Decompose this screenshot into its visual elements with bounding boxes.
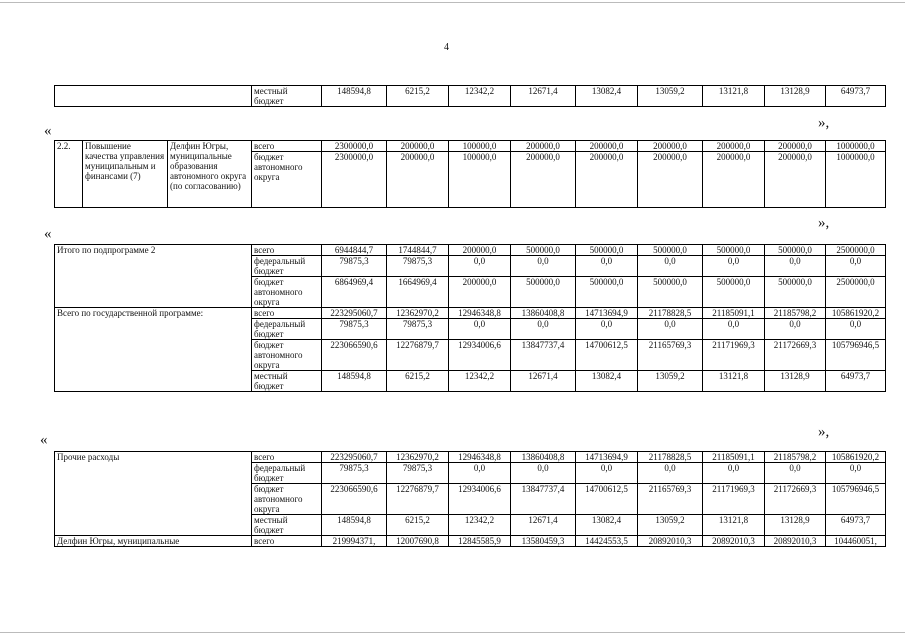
- value-cell: 500000,0: [765, 245, 826, 256]
- value-cell: 200000,0: [387, 152, 449, 208]
- value-cell: 223295060,7: [322, 308, 387, 319]
- value-cell: 13059,2: [638, 371, 703, 392]
- value-cell: 12342,2: [449, 86, 511, 107]
- value-cell: 79875,3: [322, 256, 387, 277]
- funding-source-cell: бюджет автономного округа: [252, 340, 322, 371]
- value-cell: 1664969,4: [387, 277, 449, 308]
- value-cell: 21172669,3: [765, 340, 826, 371]
- value-cell: 105861920,2: [826, 452, 886, 463]
- value-cell: 0,0: [511, 463, 576, 484]
- table-row: [55, 452, 886, 463]
- value-cell: 0,0: [826, 463, 886, 484]
- value-cell: 223295060,7: [322, 452, 387, 463]
- value-cell: 0,0: [638, 319, 703, 340]
- value-cell: 6864969,4: [322, 277, 387, 308]
- value-cell: 14713694,9: [576, 308, 638, 319]
- value-cell: 0,0: [576, 463, 638, 484]
- value-cell: 14424553,5: [576, 536, 638, 547]
- value-cell: 0,0: [765, 319, 826, 340]
- value-cell: 13128,9: [765, 371, 826, 392]
- value-cell: 79875,3: [322, 319, 387, 340]
- value-cell: 13860408,8: [511, 308, 576, 319]
- table-measure-2-2: [54, 140, 886, 208]
- value-cell: 500000,0: [703, 245, 765, 256]
- scan-top-edge: [0, 2, 905, 3]
- value-cell: 200000,0: [449, 277, 511, 308]
- value-cell: 13059,2: [638, 515, 703, 536]
- value-cell: 500000,0: [511, 277, 576, 308]
- value-cell: 0,0: [703, 463, 765, 484]
- funding-source-cell: всего: [252, 308, 322, 319]
- value-cell: 12671,4: [511, 371, 576, 392]
- value-cell: 0,0: [826, 256, 886, 277]
- value-cell: 500000,0: [511, 245, 576, 256]
- empty-cell: [55, 86, 252, 107]
- value-cell: 0,0: [449, 319, 511, 340]
- group-title-cell: Всего по государственной программе:: [55, 308, 252, 392]
- value-cell: 105861920,2: [826, 308, 886, 319]
- value-cell: 0,0: [765, 463, 826, 484]
- value-cell: 223066590,6: [322, 340, 387, 371]
- value-cell: 2300000,0: [322, 152, 387, 208]
- value-cell: 0,0: [449, 463, 511, 484]
- value-cell: 79875,3: [387, 256, 449, 277]
- table-row: [55, 86, 886, 107]
- value-cell: 223066590,6: [322, 484, 387, 515]
- value-cell: 64973,7: [826, 86, 886, 107]
- value-cell: 148594,8: [322, 371, 387, 392]
- quote-open-3: «: [40, 432, 48, 448]
- value-cell: 200000,0: [765, 152, 826, 208]
- value-cell: 13121,8: [703, 371, 765, 392]
- value-cell: 0,0: [826, 319, 886, 340]
- executor-cell: Делфин Югры, муниципальные образования автономного округа (по согласованию): [168, 141, 252, 208]
- page-number: 4: [444, 42, 449, 53]
- value-cell: 21178828,5: [638, 308, 703, 319]
- value-cell: 200000,0: [576, 141, 638, 152]
- value-cell: 200000,0: [638, 141, 703, 152]
- value-cell: 20892010,3: [765, 536, 826, 547]
- value-cell: 12342,2: [449, 371, 511, 392]
- funding-source-cell: местный бюджет: [252, 515, 322, 536]
- value-cell: 13128,9: [765, 86, 826, 107]
- value-cell: 200000,0: [765, 141, 826, 152]
- value-cell: 21165769,3: [638, 484, 703, 515]
- value-cell: 0,0: [576, 319, 638, 340]
- funding-source-cell: местный бюджет: [252, 86, 322, 107]
- value-cell: 13128,9: [765, 515, 826, 536]
- funding-source-cell: бюджет автономного округа: [252, 152, 322, 208]
- value-cell: 21172669,3: [765, 484, 826, 515]
- table-top-fragment: [54, 85, 886, 107]
- value-cell: 12671,4: [511, 515, 576, 536]
- group-title-cell: Прочие расходы: [55, 452, 252, 536]
- value-cell: 105796946,5: [826, 340, 886, 371]
- value-cell: 21171969,3: [703, 484, 765, 515]
- value-cell: 13082,4: [576, 86, 638, 107]
- value-cell: 500000,0: [638, 245, 703, 256]
- value-cell: 1000000,0: [826, 141, 886, 152]
- value-cell: 0,0: [765, 256, 826, 277]
- value-cell: 200000,0: [387, 141, 449, 152]
- value-cell: 500000,0: [576, 245, 638, 256]
- value-cell: 20892010,3: [638, 536, 703, 547]
- value-cell: 21185798,2: [765, 308, 826, 319]
- value-cell: 79875,3: [387, 319, 449, 340]
- value-cell: 0,0: [576, 256, 638, 277]
- value-cell: 500000,0: [765, 277, 826, 308]
- value-cell: 1000000,0: [826, 152, 886, 208]
- value-cell: 13082,4: [576, 515, 638, 536]
- value-cell: 21165769,3: [638, 340, 703, 371]
- value-cell: 2500000,0: [826, 245, 886, 256]
- value-cell: 0,0: [638, 256, 703, 277]
- funding-source-cell: всего: [252, 245, 322, 256]
- funding-source-cell: всего: [252, 452, 322, 463]
- value-cell: 0,0: [638, 463, 703, 484]
- value-cell: 6215,2: [387, 515, 449, 536]
- value-cell: 148594,8: [322, 86, 387, 107]
- value-cell: 500000,0: [638, 277, 703, 308]
- value-cell: 100000,0: [449, 152, 511, 208]
- value-cell: 21185091,1: [703, 452, 765, 463]
- value-cell: 12934006,6: [449, 484, 511, 515]
- value-cell: 12671,4: [511, 86, 576, 107]
- value-cell: 12845585,9: [449, 536, 511, 547]
- value-cell: 6215,2: [387, 371, 449, 392]
- value-cell: 13121,8: [703, 86, 765, 107]
- value-cell: 219994371,: [322, 536, 387, 547]
- value-cell: 200000,0: [703, 141, 765, 152]
- table-row: [55, 245, 886, 256]
- group-title-cell: Итого по подпрограмме 2: [55, 245, 252, 308]
- funding-source-cell: федеральный бюджет: [252, 319, 322, 340]
- value-cell: 13580459,3: [511, 536, 576, 547]
- funding-source-cell: всего: [252, 141, 322, 152]
- value-cell: 21185798,2: [765, 452, 826, 463]
- value-cell: 79875,3: [322, 463, 387, 484]
- value-cell: 21171969,3: [703, 340, 765, 371]
- value-cell: 148594,8: [322, 515, 387, 536]
- value-cell: 12276879,7: [387, 340, 449, 371]
- value-cell: 14713694,9: [576, 452, 638, 463]
- value-cell: 200000,0: [511, 152, 576, 208]
- value-cell: 0,0: [449, 256, 511, 277]
- value-cell: 2300000,0: [322, 141, 387, 152]
- funding-source-cell: всего: [252, 536, 322, 547]
- table-row: [55, 536, 886, 547]
- value-cell: 14700612,5: [576, 340, 638, 371]
- value-cell: 13059,2: [638, 86, 703, 107]
- value-cell: 1744844,7: [387, 245, 449, 256]
- value-cell: 0,0: [703, 256, 765, 277]
- measure-number-cell: 2.2.: [55, 141, 83, 208]
- value-cell: 200000,0: [576, 152, 638, 208]
- value-cell: 14700612,5: [576, 484, 638, 515]
- funding-source-cell: местный бюджет: [252, 371, 322, 392]
- value-cell: 0,0: [511, 256, 576, 277]
- quote-close-1: »,: [818, 115, 830, 131]
- value-cell: 6215,2: [387, 86, 449, 107]
- value-cell: 12362970,2: [387, 308, 449, 319]
- funding-source-cell: федеральный бюджет: [252, 256, 322, 277]
- value-cell: 6944844,7: [322, 245, 387, 256]
- value-cell: 13847737,4: [511, 340, 576, 371]
- value-cell: 104460051,: [826, 536, 886, 547]
- value-cell: 12362970,2: [387, 452, 449, 463]
- value-cell: 105796946,5: [826, 484, 886, 515]
- value-cell: 100000,0: [449, 141, 511, 152]
- value-cell: 20892010,3: [703, 536, 765, 547]
- value-cell: 21185091,1: [703, 308, 765, 319]
- value-cell: 13847737,4: [511, 484, 576, 515]
- quote-open-1: «: [44, 123, 52, 139]
- value-cell: 500000,0: [703, 277, 765, 308]
- table-other-expenses: [54, 451, 886, 547]
- value-cell: 13082,4: [576, 371, 638, 392]
- value-cell: 64973,7: [826, 371, 886, 392]
- table-row: [55, 308, 886, 319]
- group-title-cell: Делфин Югры, муниципальные: [55, 536, 252, 547]
- quote-close-3: »,: [818, 424, 830, 440]
- table-totals: [54, 244, 886, 392]
- value-cell: 12007690,8: [387, 536, 449, 547]
- value-cell: 0,0: [511, 319, 576, 340]
- scan-bottom-edge: [0, 632, 905, 633]
- value-cell: 12276879,7: [387, 484, 449, 515]
- value-cell: 500000,0: [576, 277, 638, 308]
- value-cell: 13860408,8: [511, 452, 576, 463]
- value-cell: 21178828,5: [638, 452, 703, 463]
- value-cell: 12946348,8: [449, 308, 511, 319]
- value-cell: 64973,7: [826, 515, 886, 536]
- funding-source-cell: федеральный бюджет: [252, 463, 322, 484]
- value-cell: 200000,0: [449, 245, 511, 256]
- value-cell: 0,0: [703, 319, 765, 340]
- value-cell: 200000,0: [703, 152, 765, 208]
- value-cell: 12946348,8: [449, 452, 511, 463]
- value-cell: 2500000,0: [826, 277, 886, 308]
- value-cell: 12342,2: [449, 515, 511, 536]
- measure-name-cell: Повышение качества управления муниципальным и финансами (7): [83, 141, 168, 208]
- quote-close-2: »,: [818, 215, 830, 231]
- funding-source-cell: бюджет автономного округа: [252, 484, 322, 515]
- value-cell: 200000,0: [638, 152, 703, 208]
- value-cell: 13121,8: [703, 515, 765, 536]
- value-cell: 79875,3: [387, 463, 449, 484]
- value-cell: 12934006,6: [449, 340, 511, 371]
- funding-source-cell: бюджет автономного округа: [252, 277, 322, 308]
- quote-open-2: «: [44, 226, 52, 242]
- table-row: [55, 141, 886, 152]
- value-cell: 200000,0: [511, 141, 576, 152]
